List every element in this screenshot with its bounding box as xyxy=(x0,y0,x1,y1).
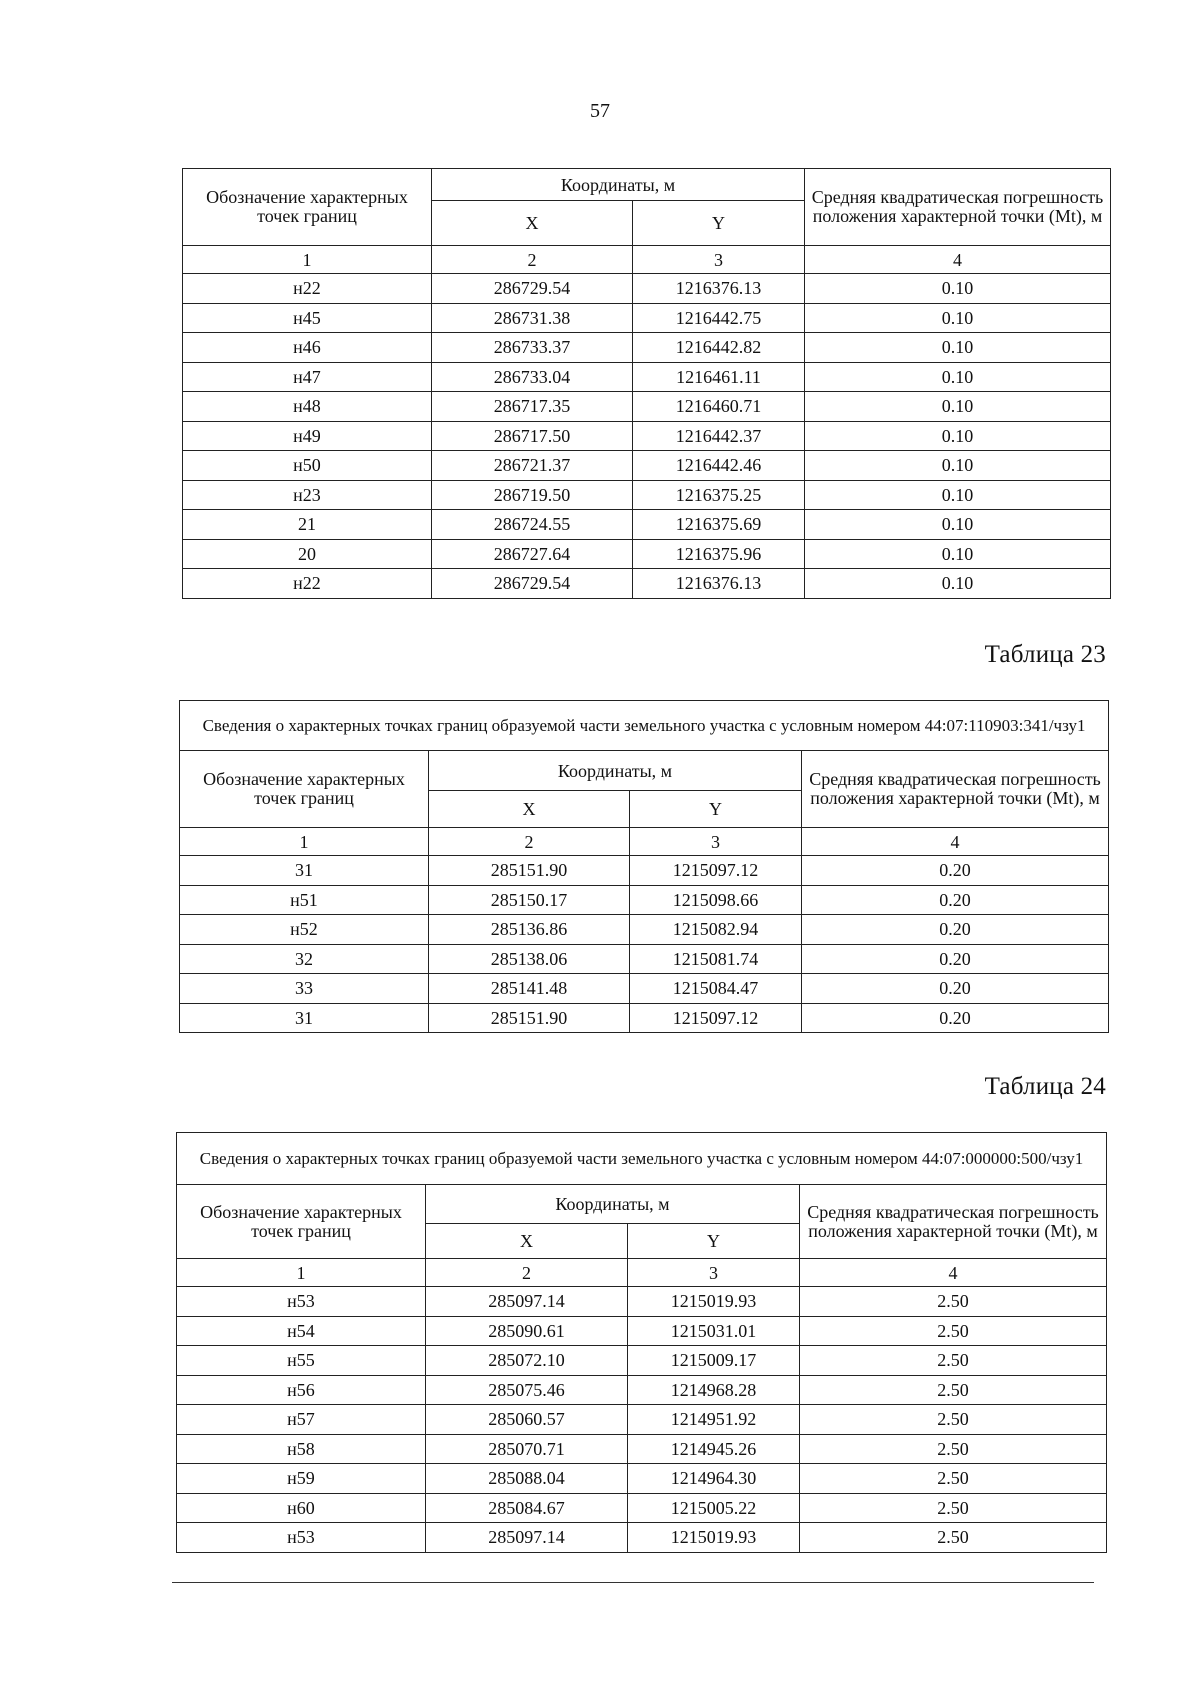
error-value-cell: 0.10 xyxy=(805,362,1111,392)
x-coordinate-cell: 285090.61 xyxy=(426,1316,628,1346)
error-value-cell: 2.50 xyxy=(800,1375,1107,1405)
column-number: 2 xyxy=(426,1259,628,1287)
y-coordinate-cell: 1216442.37 xyxy=(633,421,805,451)
error-value-cell: 0.20 xyxy=(802,856,1109,886)
x-coordinate-cell: 286733.04 xyxy=(432,362,633,392)
y-coordinate-cell: 1214964.30 xyxy=(628,1464,800,1494)
point-designation-cell: н55 xyxy=(177,1346,426,1376)
y-coordinate-cell: 1215097.12 xyxy=(630,1003,802,1033)
table-23-caption: Таблица 23 xyxy=(984,641,1106,668)
column-number: 1 xyxy=(180,828,429,856)
header-y: Y xyxy=(628,1224,800,1259)
point-designation-cell: н50 xyxy=(183,451,432,481)
x-coordinate-cell: 285088.04 xyxy=(426,1464,628,1494)
error-value-cell: 0.10 xyxy=(805,274,1111,304)
point-designation-cell: н48 xyxy=(183,392,432,422)
table-row xyxy=(183,421,1111,451)
y-coordinate-cell: 1215098.66 xyxy=(630,885,802,915)
table-row xyxy=(183,303,1111,333)
table-row xyxy=(183,392,1111,422)
y-coordinate-cell: 1215005.22 xyxy=(628,1493,800,1523)
column-number: 2 xyxy=(432,246,633,274)
x-coordinate-cell: 285138.06 xyxy=(429,944,630,974)
header-coordinates: Координаты, м xyxy=(432,169,805,201)
table-row xyxy=(180,856,1109,886)
page-number: 57 xyxy=(590,100,610,122)
column-number: 1 xyxy=(183,246,432,274)
header-x: X xyxy=(426,1224,628,1259)
point-designation-cell: н57 xyxy=(177,1405,426,1435)
point-designation-cell: н22 xyxy=(183,569,432,599)
y-coordinate-cell: 1216376.13 xyxy=(633,569,805,599)
header-mean-square-error: Средняя квадратическая погрешность положения характерной точки (Mt), м xyxy=(800,1185,1107,1259)
header-x: X xyxy=(429,791,630,828)
table-row xyxy=(183,362,1111,392)
error-value-cell: 0.10 xyxy=(805,303,1111,333)
y-coordinate-cell: 1214968.28 xyxy=(628,1375,800,1405)
x-coordinate-cell: 286724.55 xyxy=(432,510,633,540)
x-coordinate-cell: 285097.14 xyxy=(426,1287,628,1317)
y-coordinate-cell: 1214945.26 xyxy=(628,1434,800,1464)
y-coordinate-cell: 1215009.17 xyxy=(628,1346,800,1376)
x-coordinate-cell: 285060.57 xyxy=(426,1405,628,1435)
x-coordinate-cell: 286729.54 xyxy=(432,569,633,599)
point-designation-cell: н47 xyxy=(183,362,432,392)
table-row xyxy=(183,451,1111,481)
table-row xyxy=(177,1434,1107,1464)
header-y: Y xyxy=(630,791,802,828)
error-value-cell: 0.20 xyxy=(802,974,1109,1004)
column-number: 1 xyxy=(177,1259,426,1287)
point-designation-cell: 21 xyxy=(183,510,432,540)
y-coordinate-cell: 1216375.25 xyxy=(633,480,805,510)
error-value-cell: 2.50 xyxy=(800,1405,1107,1435)
y-coordinate-cell: 1214951.92 xyxy=(628,1405,800,1435)
table-24-title: Сведения о характерных точках границ образуемой части земельного участка с условным номером 44:07:000000:500/чзу1 xyxy=(177,1133,1107,1185)
table-row xyxy=(177,1316,1107,1346)
error-value-cell: 2.50 xyxy=(800,1346,1107,1376)
table-row xyxy=(180,915,1109,945)
error-value-cell: 0.10 xyxy=(805,569,1111,599)
footer-rule xyxy=(172,1582,1094,1583)
point-designation-cell: н53 xyxy=(177,1287,426,1317)
table-row xyxy=(177,1464,1107,1494)
point-designation-cell: н56 xyxy=(177,1375,426,1405)
point-designation-cell: н46 xyxy=(183,333,432,363)
coordinates-table-24 xyxy=(176,1132,1107,1553)
table-row xyxy=(177,1287,1107,1317)
error-value-cell: 0.10 xyxy=(805,539,1111,569)
y-coordinate-cell: 1216375.96 xyxy=(633,539,805,569)
y-coordinate-cell: 1215031.01 xyxy=(628,1316,800,1346)
point-designation-cell: н52 xyxy=(180,915,429,945)
y-coordinate-cell: 1215082.94 xyxy=(630,915,802,945)
y-coordinate-cell: 1216442.75 xyxy=(633,303,805,333)
y-coordinate-cell: 1215081.74 xyxy=(630,944,802,974)
error-value-cell: 0.20 xyxy=(802,915,1109,945)
column-number: 2 xyxy=(429,828,630,856)
column-number: 3 xyxy=(630,828,802,856)
point-designation-cell: н23 xyxy=(183,480,432,510)
error-value-cell: 2.50 xyxy=(800,1523,1107,1553)
y-coordinate-cell: 1216461.11 xyxy=(633,362,805,392)
point-designation-cell: н60 xyxy=(177,1493,426,1523)
error-value-cell: 2.50 xyxy=(800,1434,1107,1464)
header-mean-square-error: Средняя квадратическая погрешность положения характерной точки (Mt), м xyxy=(802,751,1109,828)
point-designation-cell: н45 xyxy=(183,303,432,333)
error-value-cell: 0.10 xyxy=(805,392,1111,422)
table-row xyxy=(177,1346,1107,1376)
table-row xyxy=(180,1003,1109,1033)
header-coordinates: Координаты, м xyxy=(429,751,802,791)
point-designation-cell: 20 xyxy=(183,539,432,569)
y-coordinate-cell: 1215084.47 xyxy=(630,974,802,1004)
point-designation-cell: 33 xyxy=(180,974,429,1004)
table-row xyxy=(180,885,1109,915)
error-value-cell: 0.10 xyxy=(805,480,1111,510)
header-mean-square-error: Средняя квадратическая погрешность положения характерной точки (Mt), м xyxy=(805,169,1111,246)
point-designation-cell: н51 xyxy=(180,885,429,915)
y-coordinate-cell: 1216442.46 xyxy=(633,451,805,481)
x-coordinate-cell: 285141.48 xyxy=(429,974,630,1004)
point-designation-cell: н58 xyxy=(177,1434,426,1464)
table-row xyxy=(183,480,1111,510)
column-numbers-row xyxy=(180,828,1109,856)
point-designation-cell: н49 xyxy=(183,421,432,451)
point-designation-cell: н54 xyxy=(177,1316,426,1346)
error-value-cell: 0.10 xyxy=(805,421,1111,451)
x-coordinate-cell: 286731.38 xyxy=(432,303,633,333)
point-designation-cell: 32 xyxy=(180,944,429,974)
x-coordinate-cell: 286727.64 xyxy=(432,539,633,569)
point-designation-cell: н59 xyxy=(177,1464,426,1494)
column-number: 4 xyxy=(802,828,1109,856)
error-value-cell: 2.50 xyxy=(800,1493,1107,1523)
header-x: X xyxy=(432,201,633,246)
y-coordinate-cell: 1216376.13 xyxy=(633,274,805,304)
table-row xyxy=(183,333,1111,363)
column-number: 3 xyxy=(628,1259,800,1287)
header-coordinates: Координаты, м xyxy=(426,1185,800,1224)
header-point-designation: Обозначение характерных точек границ xyxy=(177,1185,426,1259)
y-coordinate-cell: 1215097.12 xyxy=(630,856,802,886)
header-point-designation: Обозначение характерных точек границ xyxy=(180,751,429,828)
column-numbers-row xyxy=(177,1259,1107,1287)
x-coordinate-cell: 286717.50 xyxy=(432,421,633,451)
table-row xyxy=(180,944,1109,974)
header-point-designation: Обозначение характерных точек границ xyxy=(183,169,432,246)
error-value-cell: 0.20 xyxy=(802,944,1109,974)
x-coordinate-cell: 286733.37 xyxy=(432,333,633,363)
point-designation-cell: н22 xyxy=(183,274,432,304)
header-y: Y xyxy=(633,201,805,246)
y-coordinate-cell: 1215019.93 xyxy=(628,1523,800,1553)
point-designation-cell: н53 xyxy=(177,1523,426,1553)
table-row xyxy=(177,1523,1107,1553)
x-coordinate-cell: 285150.17 xyxy=(429,885,630,915)
error-value-cell: 0.20 xyxy=(802,885,1109,915)
x-coordinate-cell: 285070.71 xyxy=(426,1434,628,1464)
x-coordinate-cell: 285151.90 xyxy=(429,1003,630,1033)
error-value-cell: 2.50 xyxy=(800,1316,1107,1346)
coordinates-table-22 xyxy=(182,168,1111,599)
x-coordinate-cell: 285097.14 xyxy=(426,1523,628,1553)
point-designation-cell: 31 xyxy=(180,856,429,886)
column-number: 3 xyxy=(633,246,805,274)
x-coordinate-cell: 285084.67 xyxy=(426,1493,628,1523)
y-coordinate-cell: 1216442.82 xyxy=(633,333,805,363)
x-coordinate-cell: 285075.46 xyxy=(426,1375,628,1405)
error-value-cell: 0.20 xyxy=(802,1003,1109,1033)
error-value-cell: 0.10 xyxy=(805,451,1111,481)
table-row xyxy=(177,1375,1107,1405)
x-coordinate-cell: 285136.86 xyxy=(429,915,630,945)
y-coordinate-cell: 1216375.69 xyxy=(633,510,805,540)
x-coordinate-cell: 286721.37 xyxy=(432,451,633,481)
table-row xyxy=(183,569,1111,599)
error-value-cell: 2.50 xyxy=(800,1287,1107,1317)
point-designation-cell: 31 xyxy=(180,1003,429,1033)
column-numbers-row xyxy=(183,246,1111,274)
table-row xyxy=(180,974,1109,1004)
table-row xyxy=(177,1493,1107,1523)
error-value-cell: 0.10 xyxy=(805,333,1111,363)
table-row xyxy=(183,539,1111,569)
x-coordinate-cell: 285151.90 xyxy=(429,856,630,886)
y-coordinate-cell: 1216460.71 xyxy=(633,392,805,422)
coordinates-table-23 xyxy=(179,700,1109,1033)
table-row xyxy=(183,274,1111,304)
column-number: 4 xyxy=(805,246,1111,274)
table-row xyxy=(183,510,1111,540)
column-number: 4 xyxy=(800,1259,1107,1287)
table-24-caption: Таблица 24 xyxy=(984,1073,1106,1100)
error-value-cell: 0.10 xyxy=(805,510,1111,540)
x-coordinate-cell: 285072.10 xyxy=(426,1346,628,1376)
table-23-title: Сведения о характерных точках границ образуемой части земельного участка с условным номером 44:07:110903:341/чзу1 xyxy=(180,701,1109,751)
x-coordinate-cell: 286729.54 xyxy=(432,274,633,304)
error-value-cell: 2.50 xyxy=(800,1464,1107,1494)
table-row xyxy=(177,1405,1107,1435)
y-coordinate-cell: 1215019.93 xyxy=(628,1287,800,1317)
x-coordinate-cell: 286717.35 xyxy=(432,392,633,422)
x-coordinate-cell: 286719.50 xyxy=(432,480,633,510)
